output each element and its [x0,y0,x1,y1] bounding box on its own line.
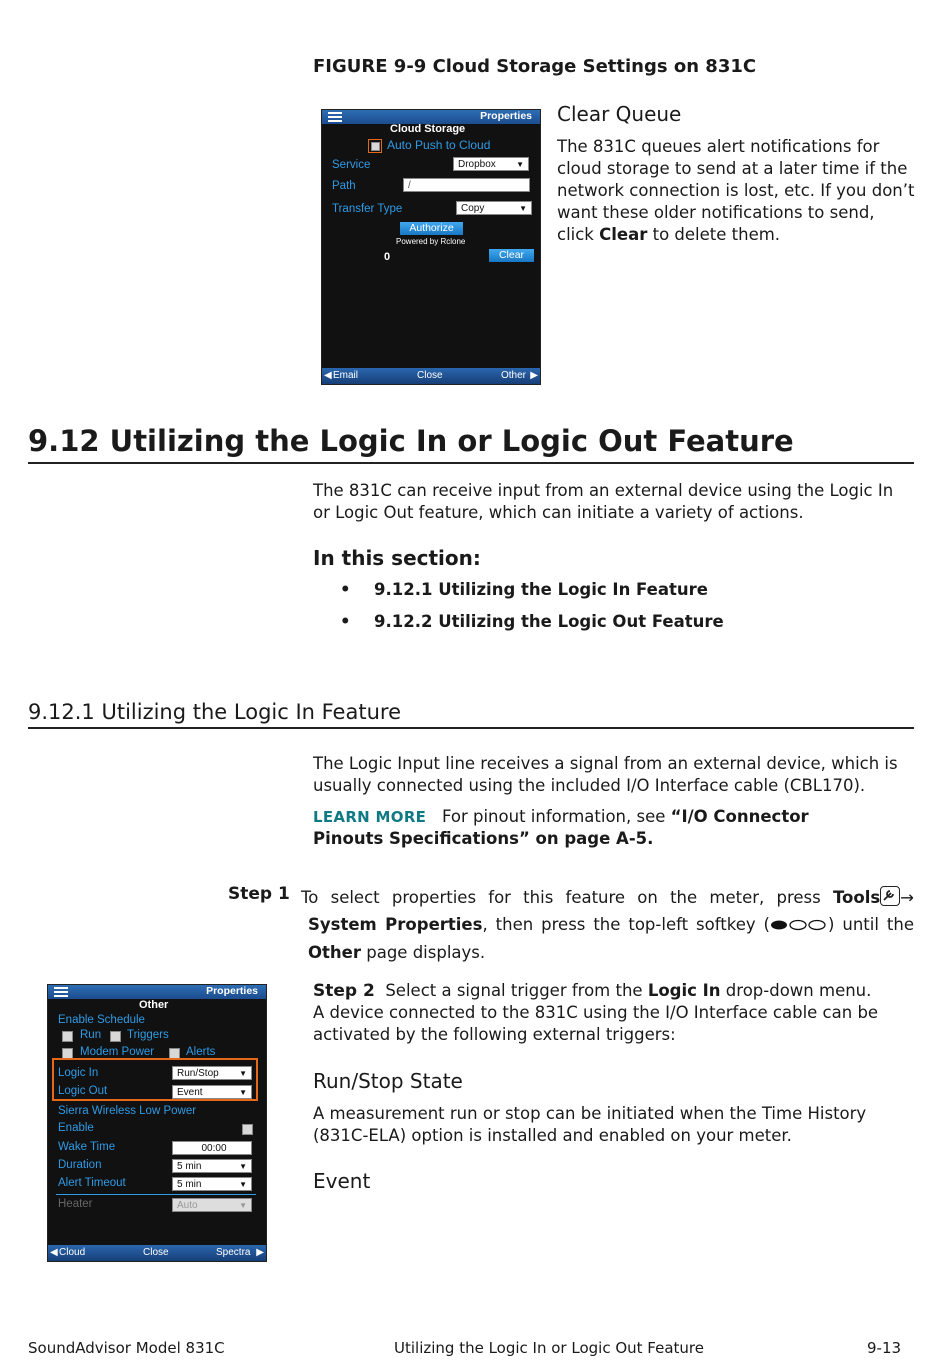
step2-label: Step 2 [313,981,375,1001]
powered-by-text: Powered by Rclone [396,237,466,246]
clear-queue-text: The 831C queues alert notifications for cloud storage to send at a later time if the network connection is lost, etc. If you don’t want these older notifications to send, click Clear to delete them. [557,137,915,244]
enable-label: Enable [58,1122,94,1134]
menu-icon [328,112,342,122]
event-heading: Event [313,1169,371,1193]
run-stop-heading: Run/Stop State [313,1069,463,1093]
alert-timeout-select: 5 min ▼ [172,1177,252,1191]
footer-product: SoundAdvisor Model 831C [28,1339,225,1357]
section-intro: The 831C can receive input from an external device using the Logic In or Logic Out feature, which can initiate a variety of actions. [313,481,894,522]
subsection-intro: The Logic Input line receives a signal from an external device, which is usually connected using the included I/O Interface cable (CBL170). [313,754,898,795]
logic-in-select: Run/Stop ▼ [172,1066,252,1080]
footer-chapter: Utilizing the Logic In or Logic Out Feature [394,1339,704,1357]
enable-checkbox [242,1124,253,1135]
close-softkey: Close [417,370,443,381]
triggers-checkbox [110,1031,121,1042]
other-softkey: Other [501,370,527,381]
transfer-type-select: Copy ▼ [456,201,532,215]
properties-label: Properties [480,110,532,122]
logic-in-label: Logic In [58,1067,99,1079]
spectra-softkey: Spectra [216,1247,251,1258]
screen-title: Cloud Storage [390,123,466,135]
left-arrow-icon: ◀ [324,370,332,381]
transfer-type-label: Transfer Type [332,203,403,215]
pinout-reference-link[interactable]: “I/O Connector Pinouts Specifications” on page A-5. [313,807,809,848]
left-arrow-icon: ◀ [50,1247,58,1258]
logic-out-label: Logic Out [58,1085,108,1097]
screen-title: Other [139,999,169,1011]
auto-push-checkbox [371,142,380,151]
bullet: • [340,612,351,631]
close-softkey: Close [143,1247,169,1258]
path-label: Path [332,180,356,192]
step1-label: Step 1 [228,884,290,904]
menu-icon [54,987,68,997]
authorize-button: Authorize [400,222,463,235]
properties-label: Properties [206,985,258,997]
alerts-label: Alerts [186,1046,216,1058]
auto-push-label: Auto Push to Cloud [387,138,491,152]
section-links [340,580,724,644]
clear-button: Clear [489,249,534,262]
wake-time-label: Wake Time [58,1141,116,1153]
learn-more-note: LEARN MORE For pinout information, see “I/O Connector Pinouts Specifications” on page A-5. [313,807,809,848]
service-select: Dropbox ▼ [453,157,529,171]
run-label: Run [80,1029,102,1041]
alert-timeout-label: Alert Timeout [58,1177,126,1189]
screen-top-bar [48,985,266,999]
heater-label: Heater [58,1198,93,1210]
run-checkbox [62,1031,73,1042]
right-arrow-icon: ▶ [256,1247,264,1258]
figure-caption: FIGURE 9-9 Cloud Storage Settings on 831C [313,56,757,77]
softkey-icon [770,912,828,939]
duration-label: Duration [58,1159,102,1171]
bullet: • [340,580,351,599]
clear-queue-heading: Clear Queue [557,102,682,126]
section-link-logic-out[interactable]: • 9.12.2 Utilizing the Logic Out Feature [340,612,724,631]
service-label: Service [332,159,371,171]
right-arrow-icon: ▶ [530,370,538,381]
wake-time-field: 00:00 [172,1141,252,1155]
screen-top-bar [322,110,540,124]
tools-icon [880,886,900,906]
modem-power-label: Modem Power [80,1046,155,1058]
enable-schedule-label: Enable Schedule [58,1014,145,1026]
duration-select: 5 min ▼ [172,1159,252,1173]
logic-out-select: Event ▼ [172,1085,252,1099]
cloud-storage-screenshot [321,109,541,385]
sierra-wireless-label: Sierra Wireless Low Power [58,1105,197,1117]
screen-bottom-bar [322,368,540,384]
learn-more-label: LEARN MORE [313,808,427,826]
step2-text: Step 2 Select a signal trigger from the Logic In drop-down menu. A device connected to the 831C using the I/O Interface cable can be activated by the following external triggers: [313,981,879,1044]
section-link-logic-in[interactable]: • 9.12.1 Utilizing the Logic In Feature [340,580,708,599]
section-heading: 9.12 Utilizing the Logic In or Logic Out Feature [28,424,914,464]
step1-text: To select properties for this feature on the meter, press Tools → System Properties, then press the top-left softkey ( ) until the Other page displays. [301,888,914,962]
cloud-softkey: Cloud [59,1247,86,1258]
queue-count: 0 [384,251,391,263]
heater-select: Auto ▼ [172,1198,252,1212]
subsection-heading: 9.12.1 Utilizing the Logic In Feature [28,700,914,729]
email-softkey: Email [333,370,359,381]
triggers-label: Triggers [127,1029,169,1041]
run-stop-text: A measurement run or stop can be initiated when the Time History (831C-ELA) option is installed and enabled on your meter. [313,1104,867,1145]
other-properties-screenshot [47,984,267,1262]
in-this-section-heading: In this section: [313,546,481,570]
path-field: / [403,178,530,192]
screen-bottom-bar [48,1245,266,1261]
divider [56,1194,256,1195]
footer-page-number: 9-13 [867,1339,902,1357]
